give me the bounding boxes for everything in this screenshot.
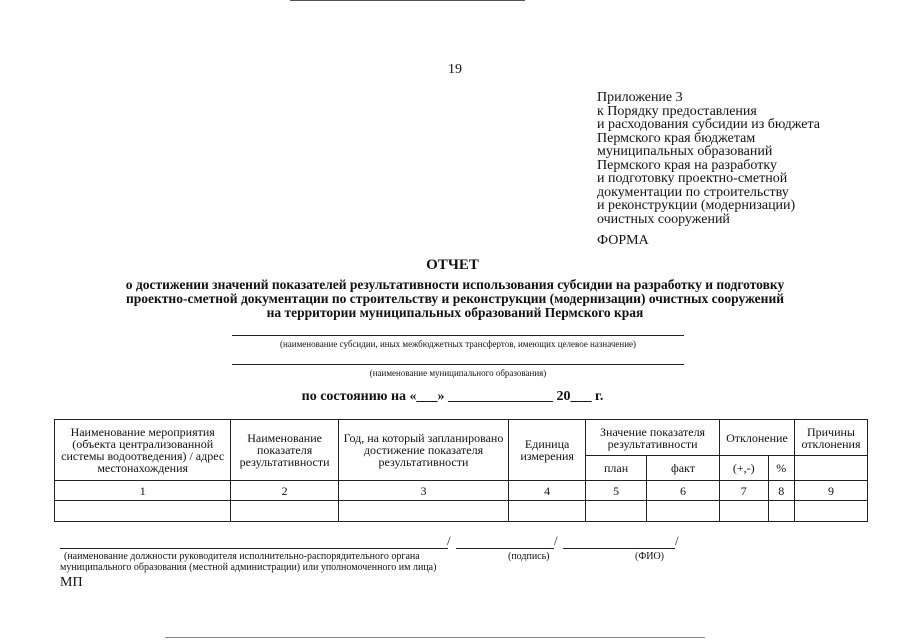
subtitle-line: проектно-сметной документации по строительству и реконструкции (модернизации) очистных сооружений — [125, 291, 785, 306]
page-number: 19 — [448, 62, 462, 77]
column-number: 7 — [719, 481, 768, 501]
column-number: 8 — [768, 481, 794, 501]
as-of-date: по состоянию на «___» _______________ 20___ г. — [301, 389, 604, 404]
header-deviation-percent: % — [768, 456, 794, 481]
data-cell[interactable] — [231, 501, 338, 522]
appendix-line: и подготовку проектно-сметной — [597, 171, 788, 186]
data-cell[interactable] — [719, 501, 768, 522]
report-subtitle — [60, 278, 850, 320]
data-cell[interactable] — [768, 501, 794, 522]
column-number: 3 — [338, 481, 508, 501]
appendix-line: документации по строительству — [597, 184, 789, 200]
header-deviation-reasons: Причины отклонения — [794, 420, 867, 456]
header-deviation: Отклонение — [719, 420, 794, 456]
header-target-year: Год, на который запланировано достижение показателя результативности — [338, 420, 508, 481]
data-cell[interactable] — [55, 501, 231, 522]
subsidy-caption: (наименование субсидии, иных межбюджетных трансфертов, имеющих целевое назначение) — [279, 339, 637, 349]
report-title: ОТЧЕТ — [426, 257, 479, 273]
appendix-line: и расходования субсидии из бюджета — [597, 117, 820, 132]
data-cell[interactable] — [586, 501, 647, 522]
header-unit: Единица измерения — [509, 420, 586, 481]
column-number: 6 — [646, 481, 719, 501]
appendix-line: Приложение 3 — [597, 90, 683, 105]
bottom-rule — [165, 637, 705, 638]
subsidy-fill-line[interactable] — [232, 335, 684, 336]
header-plan: план — [586, 456, 647, 481]
appendix-line: и реконструкции (модернизации) — [597, 198, 796, 213]
signature-caption: (подпись) — [508, 551, 550, 562]
name-caption: (ФИО) — [635, 551, 665, 562]
form-label: ФОРМА — [597, 233, 649, 248]
municipality-caption: (наименование муниципального образования) — [369, 368, 547, 378]
slash-separator: / — [447, 533, 451, 548]
header-fact: факт — [646, 456, 719, 481]
stamp-label: МП — [60, 575, 83, 590]
report-table — [54, 419, 868, 522]
header-event-name: Наименование мероприятия (объекта централизованной системы водоотведения) / адрес местонахождения — [55, 420, 231, 481]
header-empty-cell — [794, 456, 867, 481]
appendix-line: очистных сооружений — [597, 211, 730, 227]
appendix-line: Пермского края бюджетам — [597, 130, 756, 146]
column-number: 1 — [55, 481, 231, 501]
column-number: 4 — [509, 481, 586, 501]
data-cell[interactable] — [509, 501, 586, 522]
position-caption-continued: муниципального образования (местной администрации) или уполномоченного им лица) — [60, 562, 437, 573]
column-number: 9 — [794, 481, 867, 501]
top-rule — [290, 0, 525, 1]
header-indicator-name: Наименование показателя результативности — [231, 420, 338, 481]
position-fill-line[interactable] — [60, 548, 448, 549]
appendix-block — [597, 91, 820, 226]
appendix-line: Пермского края на разработку — [597, 157, 777, 173]
column-number: 2 — [231, 481, 338, 501]
data-cell[interactable] — [794, 501, 867, 522]
subtitle-line: о достижении значений показателей результативности использования субсидии на разработку и подготовку — [125, 277, 785, 292]
municipality-fill-line[interactable] — [232, 364, 684, 365]
appendix-line: муниципальных образований — [597, 144, 773, 159]
slash-separator: / — [675, 533, 679, 548]
data-cell[interactable] — [338, 501, 508, 522]
name-fill-line[interactable] — [563, 548, 675, 549]
data-cell[interactable] — [646, 501, 719, 522]
column-number: 5 — [586, 481, 647, 501]
signature-fill-line[interactable] — [456, 548, 554, 549]
slash-separator: / — [554, 533, 558, 548]
position-caption: (наименование должности руководителя исполнительно-распорядительного органа — [64, 551, 420, 562]
appendix-line: к Порядку предоставления — [597, 103, 757, 119]
header-deviation-abs: (+,-) — [719, 456, 768, 481]
header-indicator-value: Значение показателя результативности — [586, 420, 720, 456]
signature-block — [60, 535, 700, 575]
subtitle-line: на территории муниципальных образований Пермского края — [266, 305, 644, 320]
